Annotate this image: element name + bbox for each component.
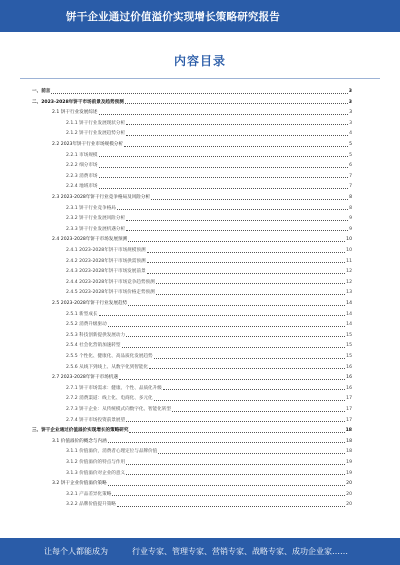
toc-entry-page: 9 xyxy=(349,216,352,222)
toc-leader-dots xyxy=(126,220,348,221)
table-of-contents xyxy=(0,86,400,511)
toc-entry-title: 2.5.4 社会化营销加速转型 xyxy=(66,343,121,349)
toc-entry[interactable] xyxy=(66,404,352,413)
toc-entry-title: 3.2 饼干企业价值溢价策略 xyxy=(52,481,107,487)
toc-entry-title: 2.2.1 市场规模 xyxy=(66,152,98,158)
toc-entry[interactable] xyxy=(32,425,352,434)
toc-entry-title: 3.1.3 价值溢价对企业的意义 xyxy=(66,470,126,476)
toc-entry[interactable] xyxy=(52,436,352,445)
toc-entry-page: 3 xyxy=(348,89,352,94)
toc-entry-title: 2.7.1 饼干市场需求：健康、个性、品质化升级 xyxy=(66,385,162,391)
toc-leader-dots xyxy=(128,305,345,306)
toc-entry-page: 17 xyxy=(346,396,352,402)
toc-entry[interactable] xyxy=(32,86,352,95)
toc-entry[interactable] xyxy=(66,150,352,159)
toc-entry[interactable] xyxy=(52,107,352,116)
toc-entry-page: 9 xyxy=(349,226,352,232)
toc-leader-dots xyxy=(126,464,345,465)
toc-entry[interactable] xyxy=(66,340,352,349)
toc-entry-page: 16 xyxy=(346,375,352,381)
toc-entry[interactable] xyxy=(66,256,352,265)
toc-entry[interactable] xyxy=(66,330,352,339)
toc-entry-page: 15 xyxy=(346,343,352,349)
toc-entry[interactable] xyxy=(66,468,352,477)
toc-entry[interactable] xyxy=(66,415,352,424)
toc-entry[interactable] xyxy=(66,171,352,180)
toc-entry[interactable] xyxy=(66,393,352,402)
toc-entry-page: 16 xyxy=(346,364,352,370)
toc-entry-title: 3.2.2 品牌价值提升策略 xyxy=(66,502,116,508)
toc-entry[interactable] xyxy=(66,383,352,392)
toc-entry[interactable] xyxy=(66,287,352,296)
toc-entry-title: 3.1.2 价值溢价的特点与作用 xyxy=(66,460,126,465)
toc-entry-title: 2.5.3 科技创新提供发展动力 xyxy=(66,332,126,338)
toc-leader-dots xyxy=(99,188,349,189)
toc-entry-page: 11 xyxy=(346,258,352,264)
toc-leader-dots xyxy=(119,379,345,380)
toc-leader-dots xyxy=(163,389,345,390)
toc-leader-dots xyxy=(128,241,345,242)
toc-entry-page: 17 xyxy=(346,407,352,412)
toc-entry-page: 20 xyxy=(346,491,352,497)
toc-entry-title: 2.5.5 个性化、健康化、高品质化发展趋势 xyxy=(66,354,153,359)
toc-entry-page: 18 xyxy=(345,428,352,434)
toc-entry[interactable] xyxy=(52,234,352,243)
toc-leader-dots xyxy=(147,273,346,274)
toc-entry-page: 20 xyxy=(346,502,352,508)
toc-entry-title: 2.3.2 饼干行业发展风险分析 xyxy=(66,216,126,222)
toc-leader-dots xyxy=(129,432,344,433)
toc-entry-title: 2.7.4 饼干市场投资前景展望 xyxy=(66,417,126,423)
toc-leader-dots xyxy=(151,199,348,200)
report-title: 饼干企业通过价值溢价实现增长策略研究报告 xyxy=(66,11,280,23)
toc-leader-dots xyxy=(99,315,346,316)
toc-entry-page: 17 xyxy=(346,417,352,423)
toc-leader-dots xyxy=(172,411,345,412)
toc-entry[interactable] xyxy=(66,277,352,286)
toc-entry[interactable] xyxy=(66,128,352,137)
toc-entry-page: 15 xyxy=(346,354,352,359)
footer-banner xyxy=(0,538,400,565)
toc-entry-page: 10 xyxy=(346,248,352,253)
toc-entry[interactable] xyxy=(66,457,352,466)
toc-entry-page: 19 xyxy=(346,460,352,465)
header-banner xyxy=(0,0,400,32)
toc-entry[interactable] xyxy=(52,192,352,201)
toc-leader-dots xyxy=(126,474,345,475)
toc-entry-page: 6 xyxy=(349,163,352,169)
toc-leader-dots xyxy=(126,230,348,231)
toc-entry-page: 18 xyxy=(346,449,352,455)
toc-leader-dots xyxy=(126,336,345,337)
toc-entry[interactable] xyxy=(66,266,352,275)
toc-entry-page: 14 xyxy=(346,311,352,317)
toc-entry-page: 14 xyxy=(346,322,352,328)
toc-entry[interactable] xyxy=(32,97,352,106)
toc-entry-page: 4 xyxy=(349,131,352,137)
toc-leader-dots xyxy=(154,358,345,359)
toc-entry-title: 2.2.4 地域市场 xyxy=(66,184,98,190)
toc-divider xyxy=(20,78,380,79)
toc-entry[interactable] xyxy=(66,319,352,328)
toc-entry-page: 10 xyxy=(346,237,352,243)
toc-leader-dots xyxy=(126,421,345,422)
toc-entry-page: 14 xyxy=(346,301,352,306)
toc-leader-dots xyxy=(126,124,348,125)
toc-entry-page: 19 xyxy=(346,470,352,476)
toc-entry[interactable] xyxy=(52,139,352,148)
toc-leader-dots xyxy=(117,209,348,210)
toc-entry-title: 2.7.2 消费渠道：线上化、电商化、多元化 xyxy=(66,396,153,402)
toc-entry-title: 2.1.1 饼干行业发展现状分析 xyxy=(66,120,126,126)
toc-entry-title: 2.3.1 饼干行业竞争格局 xyxy=(66,205,116,211)
toc-entry[interactable] xyxy=(66,362,352,371)
toc-entry[interactable] xyxy=(52,372,352,381)
toc-leader-dots xyxy=(147,252,346,253)
toc-entry[interactable] xyxy=(66,160,352,169)
toc-entry[interactable] xyxy=(52,478,352,487)
toc-leader-dots xyxy=(99,177,349,178)
toc-entry-title: 2.3 2023-2028年饼干行业竞争格局及风险分析 xyxy=(52,195,151,200)
toc-entry-title: 2.4.1 2023-2028年饼干市场规模预测 xyxy=(66,248,146,253)
toc-leader-dots xyxy=(124,146,348,147)
toc-entry[interactable] xyxy=(52,298,352,307)
toc-entry-page: 3 xyxy=(348,99,352,105)
toc-entry-title: 2.4 2023-2028年饼干市场发展预测 xyxy=(52,237,128,243)
toc-entry[interactable] xyxy=(66,245,352,254)
toc-entry-page: 5 xyxy=(349,142,352,147)
toc-entry[interactable] xyxy=(66,351,352,360)
toc-leader-dots xyxy=(158,453,345,454)
toc-entry-title: 三、饼干企业通过价值溢价实现增长的策略研究 xyxy=(32,428,129,434)
toc-entry-title: 2.4.3 2023-2028年饼干市场发展前景 xyxy=(66,269,146,275)
footer-tagline: 行业专家、管理专家、营销专家、战略专家、成功企业家…… xyxy=(132,547,348,556)
toc-entry-title: 2.2 2023年饼干行业市场规模分析 xyxy=(52,142,123,147)
toc-leader-dots xyxy=(154,400,345,401)
toc-entry-page: 3 xyxy=(349,110,352,116)
toc-entry[interactable] xyxy=(66,203,352,212)
toc-entry-page: 16 xyxy=(346,385,352,391)
toc-entry-page: 7 xyxy=(349,184,352,190)
toc-entry[interactable] xyxy=(66,489,352,498)
toc-entry-title: 2.7 2023-2028年饼干市场机遇 xyxy=(52,375,118,381)
toc-entry-page: 12 xyxy=(346,279,352,285)
toc-leader-dots xyxy=(125,103,348,104)
toc-entry[interactable] xyxy=(66,213,352,222)
toc-entry-title: 3.1.1 价值溢价，消费者心理定位与品牌价值 xyxy=(66,449,158,455)
toc-leader-dots xyxy=(117,506,345,507)
toc-leader-dots xyxy=(51,93,347,94)
toc-entry-title: 2.5 2023-2028年饼干行业发展趋势 xyxy=(52,301,128,306)
toc-leader-dots xyxy=(99,156,349,157)
toc-entry-title: 2.1 饼干行业发展综述 xyxy=(52,110,98,116)
toc-leader-dots xyxy=(122,347,346,348)
toc-entry-page: 20 xyxy=(346,481,352,487)
toc-entry-title: 2.4.2 2023-2028年饼干市场供需预测 xyxy=(66,258,146,264)
toc-entry-title: 2.5.1 新型成长 xyxy=(66,311,98,317)
toc-leader-dots xyxy=(156,283,345,284)
toc-entry[interactable] xyxy=(66,499,352,508)
toc-entry[interactable] xyxy=(66,309,352,318)
toc-entry-title: 2.3.3 饼干行业发展机遇分析 xyxy=(66,226,126,232)
toc-leader-dots xyxy=(108,485,345,486)
toc-leader-dots xyxy=(112,495,345,496)
toc-leader-dots xyxy=(126,135,348,136)
toc-entry-page: 13 xyxy=(346,290,352,296)
toc-entry-title: 2.5.2 消费升级驱动 xyxy=(66,322,107,328)
toc-entry[interactable] xyxy=(66,181,352,190)
toc-leader-dots xyxy=(156,294,345,295)
toc-entry-title: 2.5.6 从线下到线上、从数字化到智能化 xyxy=(66,364,149,370)
toc-entry-title: 3.1 价值溢价的概念与内涵 xyxy=(52,438,107,444)
toc-entry-page: 15 xyxy=(346,332,352,338)
toc-entry-title: 2.4.5 2023-2028年饼干市场价格走势预测 xyxy=(66,290,155,296)
toc-leader-dots xyxy=(108,326,345,327)
toc-leader-dots xyxy=(108,442,345,443)
toc-entry-page: 3 xyxy=(349,120,352,126)
toc-entry-page: 8 xyxy=(349,195,352,200)
toc-leader-dots xyxy=(147,262,346,263)
toc-entry[interactable] xyxy=(66,446,352,455)
toc-entry-title: 2.2.3 消费市场 xyxy=(66,173,98,179)
toc-leader-dots xyxy=(99,114,349,115)
toc-entry[interactable] xyxy=(66,118,352,127)
toc-entry-page: 18 xyxy=(346,438,352,444)
toc-entry-title: 3.2.1 产品差异化策略 xyxy=(66,491,112,497)
toc-entry-page: 12 xyxy=(346,269,352,275)
toc-entry-title: 2.2.2 细分市场 xyxy=(66,163,98,169)
toc-entry-title: 一、前言 xyxy=(32,89,51,94)
toc-entry-page: 5 xyxy=(349,152,352,158)
toc-entry-page: 7 xyxy=(349,173,352,179)
toc-entry-title: 2.4.4 2023-2028年饼干市场竞争趋势预测 xyxy=(66,279,155,285)
toc-leader-dots xyxy=(99,167,349,168)
toc-entry-title: 2.1.2 饼干行业发展趋势分析 xyxy=(66,131,126,137)
toc-entry-title: 二、2023-2028年饼干市场前景及趋势预测 xyxy=(32,99,124,105)
toc-heading: 内容目录 xyxy=(173,54,226,68)
toc-entry[interactable] xyxy=(66,224,352,233)
footer-slogan: 让每个人都能成为 xyxy=(44,547,108,556)
toc-leader-dots xyxy=(149,368,345,369)
toc-entry-title: 2.7.3 饼干企业：从传统模式向数字化、智能化转型 xyxy=(66,407,172,412)
toc-entry-page: 8 xyxy=(349,205,352,211)
